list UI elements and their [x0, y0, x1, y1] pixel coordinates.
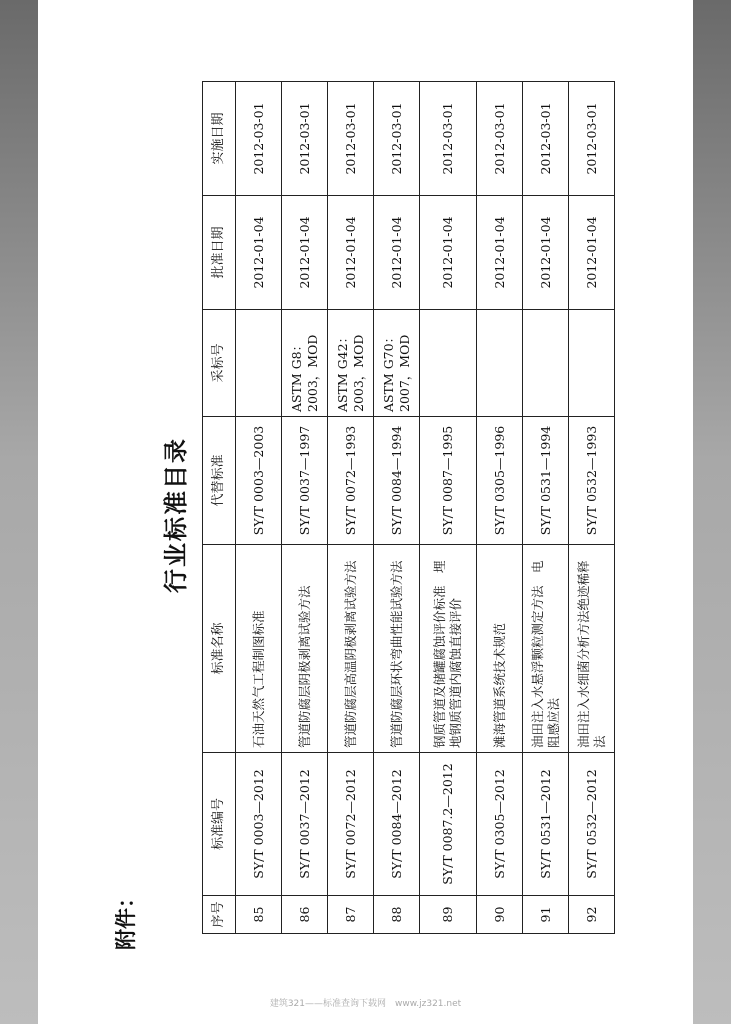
cell-effective: 2012-03-01	[328, 82, 374, 196]
cell-effective: 2012-03-01	[523, 82, 569, 196]
cell-name: 钢质管道及储罐腐蚀评价标准 埋地钢质管道内腐蚀直接评价	[420, 545, 477, 753]
cell-no: 89	[420, 896, 477, 934]
cell-approved: 2012-01-04	[477, 196, 523, 310]
header-adopted: 采标号	[203, 310, 236, 417]
cell-replaces: SY/T 0003—2003	[236, 417, 282, 545]
cell-no: 90	[477, 896, 523, 934]
viewer-right-margin	[693, 0, 731, 1024]
cell-no: 92	[569, 896, 615, 934]
cell-adopted	[236, 310, 282, 417]
cell-code: SY/T 0072—2012	[328, 753, 374, 896]
cell-code: SY/T 0003—2012	[236, 753, 282, 896]
table-row	[236, 82, 282, 934]
cell-replaces: SY/T 0037—1997	[282, 417, 328, 545]
viewer-left-margin	[0, 0, 38, 1024]
cell-name: 油田注入水细菌分析方法绝迹稀释法	[569, 545, 615, 753]
cell-no: 85	[236, 896, 282, 934]
cell-code: SY/T 0305—2012	[477, 753, 523, 896]
table-row	[420, 82, 477, 934]
cell-effective: 2012-03-01	[420, 82, 477, 196]
header-name: 标准名称	[203, 545, 236, 753]
cell-name: 管道防腐层环状弯曲性能试验方法	[374, 545, 420, 753]
cell-replaces: SY/T 0084—1994	[374, 417, 420, 545]
cell-effective: 2012-03-01	[477, 82, 523, 196]
cell-no: 88	[374, 896, 420, 934]
cell-replaces: SY/T 0305—1996	[477, 417, 523, 545]
cell-adopted	[523, 310, 569, 417]
table-header-row	[203, 82, 236, 934]
cell-adopted: ASTM G42：2003，MOD	[328, 310, 374, 417]
standards-table	[202, 81, 615, 934]
document-page	[38, 0, 693, 1024]
cell-replaces: SY/T 0087—1995	[420, 417, 477, 545]
cell-effective: 2012-03-01	[236, 82, 282, 196]
cell-name: 油田注入水悬浮颗粒测定方法 电阻感应法	[523, 545, 569, 753]
table-row	[523, 82, 569, 934]
cell-effective: 2012-03-01	[282, 82, 328, 196]
table-row	[328, 82, 374, 934]
cell-approved: 2012-01-04	[328, 196, 374, 310]
cell-replaces: SY/T 0072—1993	[328, 417, 374, 545]
table-row	[569, 82, 615, 934]
rotated-page-content	[112, 55, 672, 950]
cell-effective: 2012-03-01	[374, 82, 420, 196]
cell-approved: 2012-01-04	[236, 196, 282, 310]
header-code: 标准编号	[203, 753, 236, 896]
cell-name: 管道防腐层高温阴极剥离试验方法	[328, 545, 374, 753]
cell-replaces: SY/T 0532—1993	[569, 417, 615, 545]
footer-watermark-text: 建筑321——标准查询下载网 www.jz321.net	[269, 999, 462, 1009]
header-no: 序号	[203, 896, 236, 934]
cell-adopted	[420, 310, 477, 417]
cell-approved: 2012-01-04	[420, 196, 477, 310]
cell-no: 87	[328, 896, 374, 934]
cell-code: SY/T 0531—2012	[523, 753, 569, 896]
header-replaces: 代替标准	[203, 417, 236, 545]
cell-code: SY/T 0087.2—2012	[420, 753, 477, 896]
cell-approved: 2012-01-04	[569, 196, 615, 310]
cell-code: SY/T 0532—2012	[569, 753, 615, 896]
cell-code: SY/T 0037—2012	[282, 753, 328, 896]
cell-adopted	[477, 310, 523, 417]
table-row	[282, 82, 328, 934]
header-effective: 实施日期	[203, 82, 236, 196]
cell-name: 石油天然气工程制图标准	[236, 545, 282, 753]
table-row	[374, 82, 420, 934]
cell-adopted	[569, 310, 615, 417]
cell-adopted: ASTM G8：2003，MOD	[282, 310, 328, 417]
table-row	[477, 82, 523, 934]
cell-code: SY/T 0084—2012	[374, 753, 420, 896]
header-approved: 批准日期	[203, 196, 236, 310]
cell-replaces: SY/T 0531—1994	[523, 417, 569, 545]
cell-name: 管道防腐层阴极剥离试验方法	[282, 545, 328, 753]
attachment-label: 附件：	[114, 887, 138, 950]
cell-approved: 2012-01-04	[374, 196, 420, 310]
cell-approved: 2012-01-04	[523, 196, 569, 310]
cell-approved: 2012-01-04	[282, 196, 328, 310]
cell-adopted: ASTM G70：2007，MOD	[374, 310, 420, 417]
cell-effective: 2012-03-01	[569, 82, 615, 196]
cell-no: 91	[523, 896, 569, 934]
cell-name: 滩海管道系统技术规范	[477, 545, 523, 753]
cell-no: 86	[282, 896, 328, 934]
document-title: 行业标准目录	[162, 437, 190, 593]
